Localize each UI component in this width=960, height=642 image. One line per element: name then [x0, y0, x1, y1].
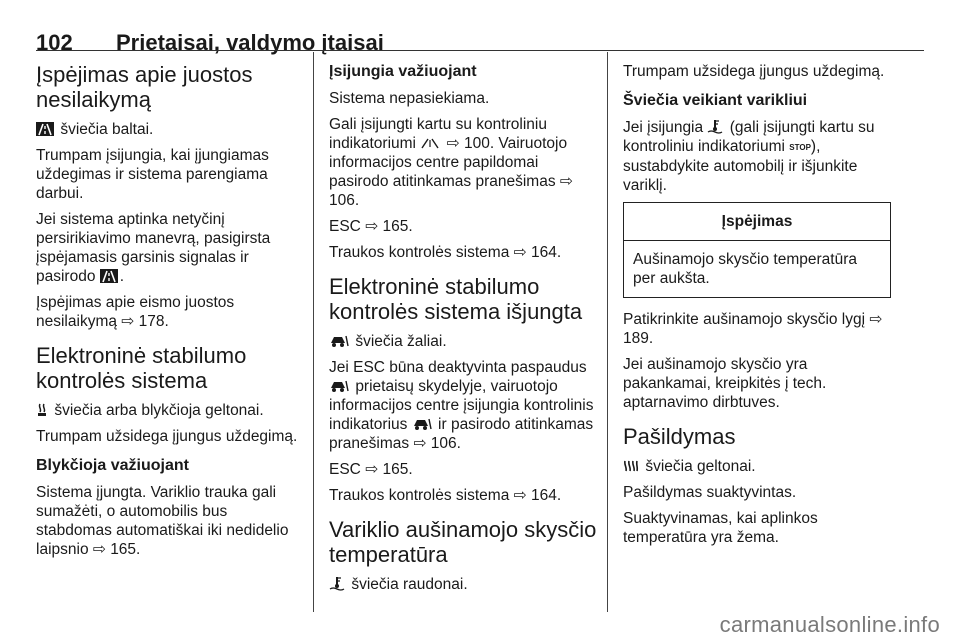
watermark: carmanualsonline.info	[719, 612, 940, 637]
column-2	[329, 62, 597, 601]
paragraph: Traukos kontrolės sistema ⇨ 164.	[329, 487, 562, 504]
paragraph: Sistema įjungta. Variklio trauka gali sumažėti, o automobilis bus stabdomas automatiškai iki nedidelio laipsnio ⇨ 165.	[36, 484, 289, 558]
subheading-flashing: Blykčioja važiuojant	[36, 457, 189, 474]
glow-plug-icon	[623, 459, 639, 473]
stop-icon: STOP	[789, 143, 811, 152]
ref-arrow-icon: ⇨	[365, 461, 379, 478]
paragraph: Suaktyvinamas, kai aplinkos temperatūra yra žema.	[623, 510, 818, 546]
paragraph: šviečia arba blykčioja geltonai.	[36, 401, 304, 420]
page-ref-link[interactable]: 178.	[138, 313, 169, 330]
page-title: Prietaisai, valdymo įtaisai	[116, 30, 384, 55]
ref-arrow-icon: ⇨	[446, 135, 460, 152]
lane-departure-icon	[100, 269, 118, 283]
paragraph: Sistema nepasiekiama.	[329, 90, 490, 107]
paragraph: Trumpam užsidega įjungus uždegimą.	[623, 63, 885, 80]
column-divider-1	[313, 52, 314, 612]
paragraph: Jei aušinamojo skysčio yra pakankamai, kreipkitės į tech. aptarnavimo dirbtuves.	[623, 356, 827, 411]
page-ref-link[interactable]: 164.	[530, 487, 562, 504]
ref-arrow-icon: ⇨	[559, 173, 573, 190]
page-ref-link[interactable]: 189.	[623, 330, 654, 347]
paragraph: ESC ⇨ 165.	[329, 461, 413, 478]
section-title-esc-off: Elektroninė stabilumo kontrolės sistema išjungta	[329, 274, 583, 324]
ref-arrow-icon: ⇨	[513, 487, 527, 504]
page-ref-link[interactable]: 165.	[382, 218, 413, 235]
paragraph: Jei įsijungia (gali įsijungti kartu su kontroliniu indikatoriumi STOP), sustabdykite automobilį ir išjunkite variklį.	[623, 119, 875, 194]
warning-text: Aušinamojo skysčio temperatūra per aukšta.	[633, 251, 857, 287]
esc-off-icon	[329, 379, 349, 393]
paragraph: šviečia žaliai.	[329, 332, 597, 351]
ref-arrow-icon: ⇨	[413, 435, 427, 452]
section-title-preheat: Pašildymas	[623, 424, 736, 449]
paragraph: Trumpam užsidega įjungus uždegimą.	[36, 428, 298, 445]
page-ref-link[interactable]: 106.	[430, 435, 461, 452]
page-ref-link[interactable]: 165.	[110, 541, 141, 558]
paragraph: Įspėjimas apie eismo juostos nesilaikymą ⇨ 178.	[36, 294, 235, 330]
column-3	[623, 62, 891, 554]
page-ref-link[interactable]: 106.	[329, 192, 360, 209]
paragraph: Gali įsijungti kartu su kontroliniu indikatoriumi ⇨ 100. Vairuotojo informacijos centre papildomai pasirodo atitinkamas pranešimas ⇨ 106.	[329, 116, 573, 209]
paragraph: šviečia geltonai.	[623, 457, 891, 476]
section-title-esc: Elektroninė stabilumo kontrolės sistema	[36, 343, 247, 393]
coolant-temp-icon	[329, 576, 345, 591]
paragraph: ESC ⇨ 165.	[329, 218, 413, 235]
paragraph: Patikrinkite aušinamojo skysčio lygį ⇨ 189.	[623, 311, 883, 347]
warning-title: Įspėjimas	[624, 203, 890, 241]
paragraph: Pašildymas suaktyvintas.	[623, 484, 797, 501]
ref-arrow-icon: ⇨	[92, 541, 106, 558]
header-rule	[36, 50, 924, 51]
section-title-coolant: Variklio aušinamojo skysčio temperatūra	[329, 517, 597, 567]
ref-arrow-icon: ⇨	[365, 218, 379, 235]
subheading-engine-running: Šviečia veikiant varikliui	[623, 92, 808, 109]
column-1	[36, 62, 304, 566]
paragraph: Jei ESC būna deaktyvinta paspaudus prietaisų skydelyje, vairuotojo informacijos centre įsijungia kontrolinis indikatorius ir pasirodo atitinkamas pranešimas ⇨ 106.	[329, 359, 594, 452]
page-header	[36, 16, 924, 55]
paragraph: šviečia baltai.	[36, 120, 304, 139]
ref-arrow-icon: ⇨	[513, 244, 527, 261]
paragraph: Trumpam įsijungia, kai įjungiamas uždegimas ir sistema parengiama darbui.	[36, 147, 269, 202]
paragraph: Traukos kontrolės sistema ⇨ 164.	[329, 244, 562, 261]
esc-off-icon	[329, 334, 349, 348]
coolant-temp-icon	[707, 119, 723, 134]
section-title-lane-departure: Įspėjimas apie juostos nesilaikymą	[36, 62, 253, 112]
lane-departure-icon	[36, 122, 54, 136]
paragraph: Jei sistema aptinka netyčinį persirikiavimo manevrą, pasigirsta įspėjamasis garsinis signalas ir pasirodo .	[36, 211, 271, 285]
page-number: 102	[36, 30, 73, 55]
traction-off-icon	[420, 137, 440, 150]
subheading-while-driving: Įsijungia važiuojant	[329, 63, 477, 80]
ref-arrow-icon: ⇨	[869, 311, 883, 328]
esc-off-icon	[412, 417, 432, 431]
paragraph: šviečia raudonai.	[329, 575, 597, 594]
esc-icon	[36, 403, 48, 417]
page-ref-link[interactable]: 165.	[382, 461, 413, 478]
ref-arrow-icon: ⇨	[121, 313, 135, 330]
page-ref-link[interactable]: 164.	[530, 244, 562, 261]
warning-box	[623, 202, 891, 298]
column-divider-2	[607, 52, 608, 612]
